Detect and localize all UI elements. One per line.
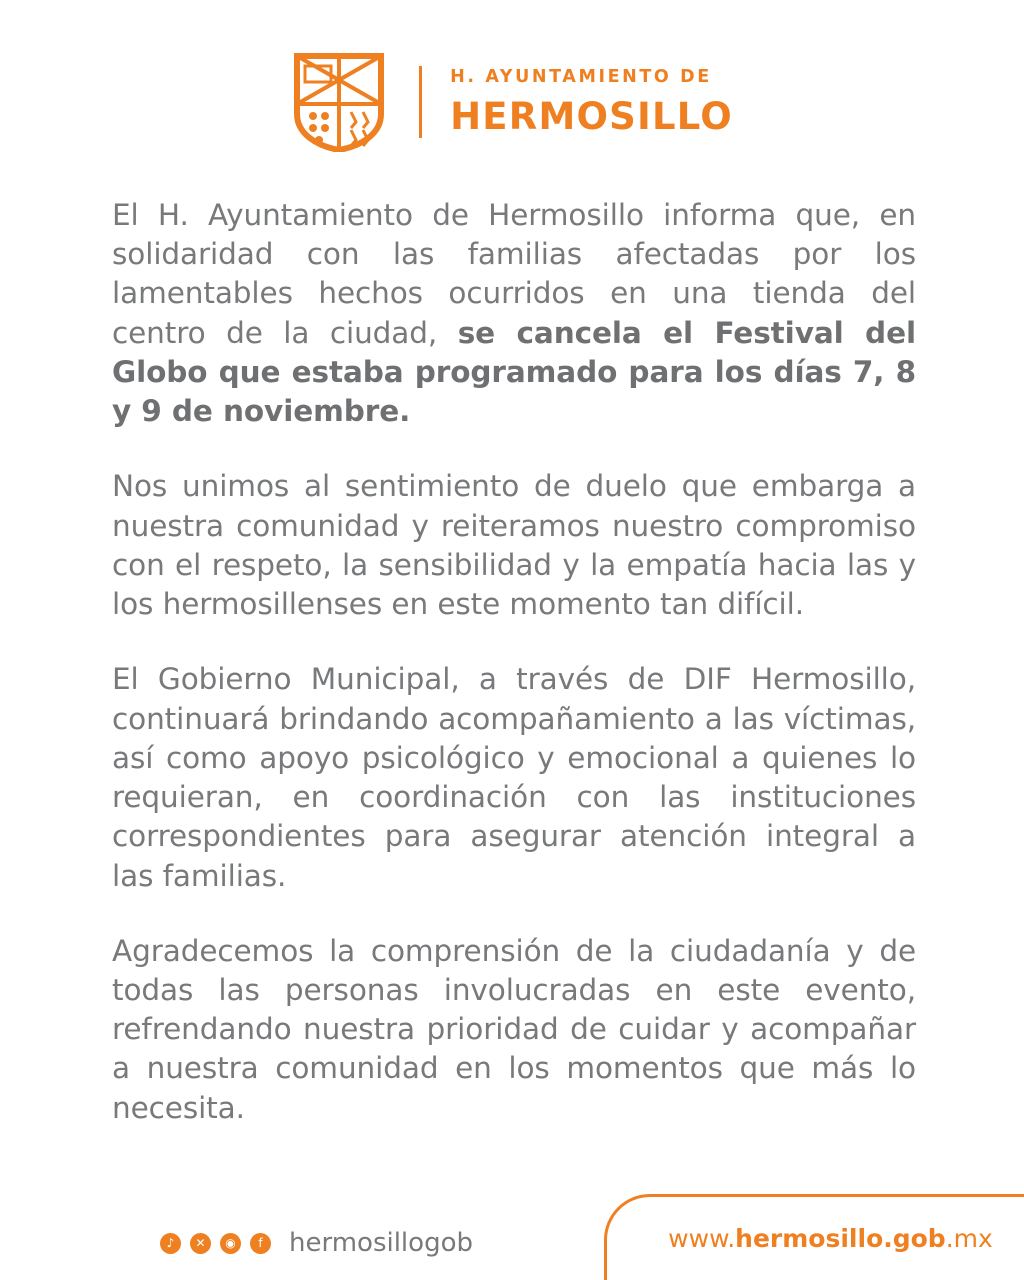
body-text: El Gobierno Municipal, a través de DIF Hermosillo, continuará brindando acompañamiento a las víctimas, así como apoyo psicológico y emocional a quienes lo requieran, en coordinación con las instituciones correspondientes para asegurar atención integral a las familias. <box>112 662 916 893</box>
url-main: hermosillo.gob <box>735 1224 946 1253</box>
statement-body <box>112 196 916 1128</box>
paragraph-1 <box>112 196 916 431</box>
header-line-2: HERMOSILLO <box>450 94 733 138</box>
x-twitter-icon[interactable]: ✕ <box>190 1233 211 1254</box>
body-text: Agradecemos la comprensión de la ciudadanía y de todas las personas involucradas en este evento, refrendando nuestra prioridad de cuidar y acompañar a nuestra comunidad en los momentos que más lo necesita. <box>112 933 916 1125</box>
paragraph-4 <box>112 932 916 1128</box>
website-url <box>668 1224 993 1253</box>
url-suffix: .mx <box>945 1224 993 1253</box>
emphasis-text: se cancela el Festival del Globo que estaba programado para los días 7, 8 y 9 de noviembre. <box>112 315 916 429</box>
paragraph-2 <box>112 467 916 624</box>
header-divider <box>419 66 422 138</box>
header-line-1: H. AYUNTAMIENTO DE <box>450 67 712 88</box>
body-text: El H. Ayuntamiento de Hermosillo informa que, en solidaridad con las familias afectadas por los lamentables hechos ocurridos en una tienda del centro de la ciudad, <box>112 198 916 350</box>
tiktok-icon[interactable]: ♪ <box>160 1233 181 1254</box>
social-links <box>160 1228 473 1258</box>
hermosillo-coat-of-arms-icon <box>291 52 387 152</box>
footer <box>0 1188 1024 1280</box>
body-text: Nos unimos al sentimiento de duelo que embarga a nuestra comunidad y reiteramos nuestro compromiso con el respeto, la sensibilidad y la empatía hacia las y los hermosillenses en este momento tan difícil. <box>112 469 916 622</box>
facebook-icon[interactable]: f <box>250 1233 271 1254</box>
paragraph-3 <box>112 660 916 895</box>
website-badge[interactable] <box>604 1194 1024 1280</box>
header <box>0 0 1024 152</box>
social-handle: hermosillogob <box>289 1228 473 1258</box>
instagram-icon[interactable]: ◉ <box>220 1233 241 1254</box>
url-prefix: www. <box>668 1224 736 1253</box>
header-text <box>450 67 733 138</box>
